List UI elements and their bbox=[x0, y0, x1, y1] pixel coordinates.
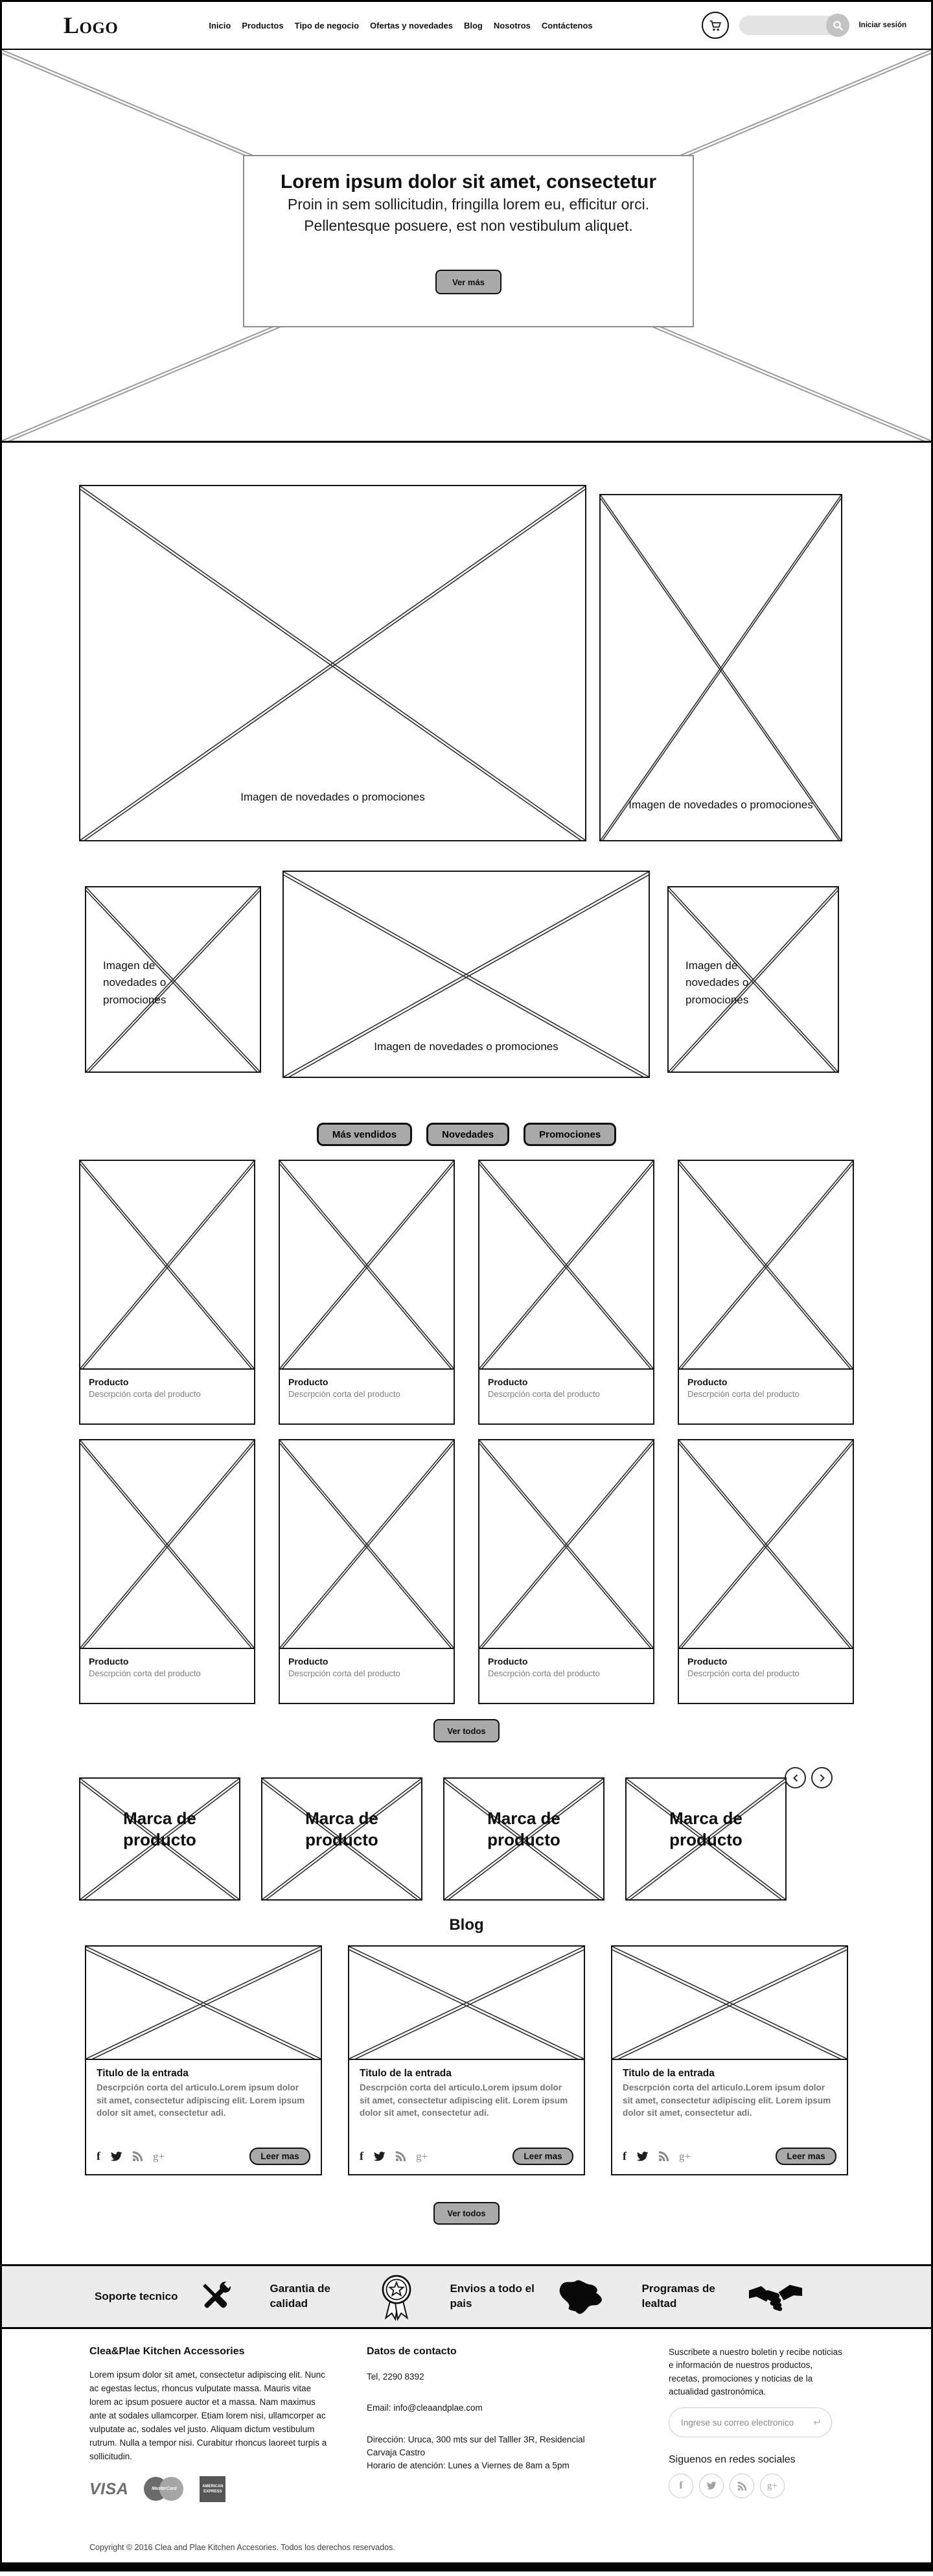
footer-newsletter-column bbox=[669, 2346, 844, 2502]
product-image-placeholder[interactable] bbox=[479, 1161, 653, 1370]
rss-icon[interactable] bbox=[132, 2151, 143, 2162]
blog-share-icons bbox=[623, 2149, 691, 2163]
product-image-placeholder[interactable] bbox=[280, 1161, 454, 1370]
promo-caption: Imagen de novedades o promociones bbox=[103, 959, 167, 1006]
rss-icon[interactable] bbox=[658, 2151, 669, 2162]
payment-methods bbox=[89, 2476, 330, 2502]
service-quality bbox=[270, 2272, 417, 2321]
footer-about-title: Clea&Plae Kitchen Accessories bbox=[89, 2346, 245, 2357]
handshake-icon bbox=[748, 2278, 803, 2315]
footer-about-text: Lorem ipsum dolor sit amet, consectetur adipiscing elit. Nunc ac egestas lectus, rhoncus vulputate massa. Mauris vitae lorem ac ipsum posuere auctor et a massa. Nam maximus ante at sodales ullamcorper. Etiam lorem nisi, ullamcorper ac vulputate ac, sodales vel justo. Aliquam dictum vestibulum rutrum. Nulla a tempor nisi. Curabitur rhoncus laoreet turpis a sollicitudin. bbox=[89, 2370, 327, 2461]
product-info bbox=[80, 1649, 254, 1703]
product-image-placeholder[interactable] bbox=[479, 1440, 653, 1649]
hero-text-box bbox=[243, 155, 694, 327]
promo-image-placeholder-small-right[interactable] bbox=[667, 886, 839, 1073]
blog-grid bbox=[2, 1945, 931, 2175]
nav-item-tipo-de-negocio[interactable]: Tipo de negocio bbox=[294, 20, 360, 30]
service-loyalty bbox=[641, 2278, 803, 2315]
product-card[interactable] bbox=[279, 1439, 455, 1704]
service-label: Soporte tecnico bbox=[95, 2289, 178, 2302]
promo-caption: Imagen de novedades o promociones bbox=[628, 799, 813, 811]
crossed-tools-icon bbox=[194, 2275, 237, 2318]
promo-image-placeholder-small-left[interactable] bbox=[85, 886, 261, 1073]
footer bbox=[2, 2329, 931, 2562]
brand-label: Marca de producto bbox=[305, 1808, 378, 1849]
filter-mas-vendidos[interactable]: Más vendidos bbox=[317, 1123, 412, 1146]
blog-card bbox=[85, 1945, 322, 2175]
social-links bbox=[669, 2474, 844, 2498]
social-title: Siguenos en redes sociales bbox=[669, 2454, 796, 2465]
product-card[interactable] bbox=[279, 1160, 455, 1425]
chevron-right-icon bbox=[818, 1774, 826, 1783]
brand-placeholder[interactable] bbox=[443, 1777, 605, 1901]
hero-cta-button[interactable]: Ver más bbox=[435, 270, 501, 294]
contact-phone: Tel, 2290 8392 bbox=[367, 2372, 424, 2382]
blog-card bbox=[611, 1945, 848, 2175]
facebook-icon[interactable]: f bbox=[97, 2149, 100, 2162]
blog-section-title: Blog bbox=[449, 1916, 484, 1934]
product-name: Producto bbox=[488, 1656, 528, 1667]
blog-entry-description: Descrpción corta del articulo.Lorem ipsum dolor sit amet, consectetur adipiscing elit. Lorem ipsum dolor sit amet, consectetur adi. bbox=[97, 2083, 305, 2118]
service-label: Programas de lealtad bbox=[641, 2282, 715, 2310]
blog-share-icons bbox=[360, 2149, 428, 2163]
rss-icon[interactable] bbox=[395, 2151, 406, 2162]
product-card[interactable] bbox=[79, 1160, 255, 1425]
product-name: Producto bbox=[89, 1656, 129, 1667]
googleplus-icon[interactable]: g+ bbox=[153, 2149, 165, 2162]
product-card[interactable] bbox=[79, 1439, 255, 1704]
contact-email: Email: info@cleaandplae.com bbox=[367, 2403, 483, 2413]
nav-item-productos[interactable]: Productos bbox=[242, 20, 284, 30]
product-card[interactable] bbox=[678, 1439, 854, 1704]
brand-placeholder[interactable] bbox=[625, 1777, 787, 1901]
product-card[interactable] bbox=[478, 1439, 654, 1704]
brands-carousel bbox=[2, 1763, 931, 1901]
product-description: Descrpción corta del producto bbox=[89, 1669, 201, 1678]
twitter-icon bbox=[706, 2481, 717, 2490]
footer-contact-column bbox=[367, 2346, 605, 2502]
blog-card-footer bbox=[97, 2148, 310, 2165]
bottom-bar bbox=[2, 2562, 931, 2571]
product-name: Producto bbox=[288, 1377, 328, 1387]
amex-logo: AMERICAN EXPRESS bbox=[200, 2476, 225, 2502]
product-info bbox=[479, 1649, 653, 1703]
nav-item-ofertas[interactable]: Ofertas y novedades bbox=[370, 20, 453, 30]
facebook-link[interactable]: f bbox=[669, 2474, 693, 2498]
blog-card-footer bbox=[623, 2148, 836, 2165]
product-info bbox=[679, 1649, 853, 1703]
product-name: Producto bbox=[687, 1656, 728, 1667]
googleplus-icon[interactable]: g+ bbox=[416, 2149, 428, 2162]
view-all-blog-button[interactable]: Ver todos bbox=[433, 2202, 500, 2225]
service-label: Envios a todo el pais bbox=[450, 2282, 535, 2310]
product-info bbox=[80, 1370, 254, 1423]
footer-contact-title: Datos de contacto bbox=[367, 2346, 457, 2357]
login-link[interactable]: Iniciar sesión bbox=[858, 21, 906, 29]
product-image-placeholder[interactable] bbox=[679, 1161, 853, 1370]
read-more-button[interactable]: Leer mas bbox=[776, 2148, 836, 2165]
product-name: Producto bbox=[687, 1377, 728, 1387]
product-description: Descrpción corta del producto bbox=[687, 1389, 800, 1399]
costa-rica-map-icon bbox=[556, 2274, 609, 2319]
brand-placeholder[interactable] bbox=[261, 1777, 422, 1901]
nav-item-inicio[interactable]: Inicio bbox=[209, 20, 231, 30]
brand-row bbox=[79, 1777, 854, 1901]
blog-entry-title: Titulo de la entrada bbox=[360, 2068, 452, 2079]
brand-label: Marca de producto bbox=[123, 1808, 196, 1849]
promo-image-placeholder-tall[interactable] bbox=[599, 494, 842, 841]
newsletter-email-input[interactable] bbox=[669, 2408, 831, 2437]
twitter-link[interactable] bbox=[699, 2474, 724, 2498]
nav-item-nosotros[interactable]: Nosotros bbox=[493, 20, 531, 30]
blog-share-icons bbox=[97, 2149, 165, 2163]
newsletter-text: Suscribete a nuestro boletin y recibe noticias e información de nuestros productos, recetas, promociones y noticias de la actualidad gastronómica. bbox=[669, 2347, 842, 2396]
product-info bbox=[280, 1649, 454, 1703]
facebook-icon[interactable]: f bbox=[623, 2149, 627, 2162]
product-description: Descrpción corta del producto bbox=[687, 1669, 800, 1678]
search-icon bbox=[833, 20, 844, 31]
visa-logo: VISA bbox=[89, 2479, 129, 2498]
product-name: Producto bbox=[488, 1377, 528, 1387]
blog-entry-description: Descrpción corta del articulo.Lorem ipsum dolor sit amet, consectetur adipiscing elit. Lorem ipsum dolor sit amet, consectetur adi. bbox=[360, 2083, 568, 2118]
hero-subtitle-line2: Pellentesque posuere, est non vestibulum aliquet. bbox=[304, 217, 633, 235]
googleplus-link[interactable]: g+ bbox=[760, 2474, 785, 2498]
copyright-text: Copyright © 2016 Clea and Plae Kitchen Accesories. Todos los derechos reservados. bbox=[89, 2543, 395, 2552]
blog-entry-title: Titulo de la entrada bbox=[623, 2068, 715, 2079]
product-info bbox=[280, 1370, 454, 1423]
footer-about-column bbox=[89, 2346, 330, 2502]
filter-promociones[interactable]: Promociones bbox=[524, 1123, 616, 1146]
blog-card bbox=[348, 1945, 585, 2175]
blog-image-placeholder[interactable] bbox=[349, 1947, 584, 2060]
product-info bbox=[679, 1370, 853, 1423]
brand-label: Marca de producto bbox=[669, 1808, 743, 1849]
product-description: Descrpción corta del producto bbox=[488, 1669, 600, 1678]
product-image-placeholder[interactable] bbox=[679, 1440, 853, 1649]
product-info bbox=[479, 1370, 653, 1423]
blog-card-footer bbox=[360, 2148, 573, 2165]
cart-icon bbox=[709, 19, 722, 32]
product-description: Descrpción corta del producto bbox=[288, 1669, 400, 1678]
chevron-left-icon bbox=[792, 1774, 800, 1783]
rss-link[interactable] bbox=[730, 2474, 754, 2498]
header bbox=[2, 2, 931, 50]
nav-item-blog[interactable]: Blog bbox=[463, 20, 483, 30]
promo-row-2 bbox=[2, 871, 931, 1078]
cart-button[interactable] bbox=[702, 12, 729, 39]
carousel-controls bbox=[785, 1767, 833, 1788]
mastercard-logo: MasterCard bbox=[144, 2477, 184, 2501]
newsletter-input-wrap bbox=[669, 2407, 832, 2437]
product-card[interactable] bbox=[478, 1160, 654, 1425]
logo[interactable]: Logo bbox=[63, 12, 119, 38]
blog-entry-description: Descrpción corta del articulo.Lorem ipsum dolor sit amet, consectetur adipiscing elit. Lorem ipsum dolor sit amet, consectetur adi. bbox=[623, 2083, 831, 2118]
promo-row-1 bbox=[2, 485, 931, 841]
main-nav bbox=[209, 21, 592, 30]
header-right bbox=[702, 12, 906, 39]
product-image-placeholder[interactable] bbox=[80, 1440, 254, 1649]
product-description: Descrpción corta del producto bbox=[488, 1389, 600, 1399]
product-description: Descrpción corta del producto bbox=[89, 1389, 201, 1399]
carousel-next-button[interactable] bbox=[811, 1767, 833, 1788]
brand-label: Marca de producto bbox=[487, 1808, 560, 1849]
search-bar bbox=[739, 16, 848, 35]
product-grid-row-2 bbox=[2, 1439, 931, 1704]
blog-card-body bbox=[612, 2060, 847, 2174]
googleplus-icon[interactable]: g+ bbox=[679, 2149, 691, 2162]
carousel-prev-button[interactable] bbox=[785, 1767, 806, 1788]
read-more-button[interactable]: Leer mas bbox=[249, 2148, 310, 2165]
services-band bbox=[2, 2264, 931, 2329]
rss-icon bbox=[737, 2481, 747, 2491]
service-shipping bbox=[450, 2274, 609, 2319]
blog-entry-title: Titulo de la entrada bbox=[97, 2068, 189, 2079]
hero-subtitle-line1: Proin in sem sollicitudin, fringilla lorem eu, efficitur orci. bbox=[287, 196, 650, 213]
promo-caption: Imagen de novedades o promociones bbox=[374, 1040, 559, 1053]
product-image-placeholder[interactable] bbox=[280, 1440, 454, 1649]
facebook-icon[interactable]: f bbox=[360, 2149, 363, 2162]
product-description: Descrpción corta del producto bbox=[288, 1389, 400, 1399]
product-card[interactable] bbox=[678, 1160, 854, 1425]
blog-card-body bbox=[349, 2060, 584, 2174]
nav-item-contactenos[interactable]: Contáctenos bbox=[541, 20, 593, 30]
read-more-button[interactable]: Leer mas bbox=[513, 2148, 573, 2165]
promo-image-placeholder-wide[interactable] bbox=[282, 871, 650, 1078]
product-image-placeholder[interactable] bbox=[80, 1161, 254, 1370]
award-ribbon-icon bbox=[376, 2272, 417, 2321]
blog-card-body bbox=[86, 2060, 321, 2174]
filter-novedades[interactable]: Novedades bbox=[426, 1123, 509, 1146]
view-all-products-button[interactable]: Ver todos bbox=[433, 1719, 500, 1742]
contact-address: Dirección: Uruca, 300 mts sur del Talller 3R, Residencial Carvaja Castro bbox=[367, 2434, 585, 2457]
service-support bbox=[95, 2275, 237, 2318]
hero-banner-placeholder[interactable] bbox=[2, 50, 931, 443]
twitter-icon[interactable] bbox=[636, 2151, 649, 2162]
product-grid-row-1 bbox=[2, 1160, 931, 1425]
enter-icon[interactable]: ↵ bbox=[813, 2417, 822, 2428]
promo-caption: Imagen de novedades o promociones bbox=[240, 791, 425, 803]
brand-placeholder[interactable] bbox=[79, 1777, 240, 1901]
hero-title: Lorem ipsum dolor sit amet, consectetur bbox=[280, 171, 657, 193]
promo-image-placeholder-large[interactable] bbox=[79, 485, 586, 841]
product-name: Producto bbox=[288, 1656, 328, 1667]
contact-hours: Horario de atención: Lunes a Viernes de 8am a 5pm bbox=[367, 2461, 570, 2470]
promo-caption: Imagen de novedades o promociones bbox=[685, 959, 749, 1006]
twitter-icon[interactable] bbox=[373, 2151, 386, 2162]
blog-image-placeholder[interactable] bbox=[612, 1947, 847, 2060]
blog-image-placeholder[interactable] bbox=[86, 1947, 321, 2060]
product-filters bbox=[2, 1123, 931, 1146]
twitter-icon[interactable] bbox=[110, 2151, 122, 2162]
product-name: Producto bbox=[89, 1377, 129, 1387]
service-label: Garantia de calidad bbox=[270, 2282, 331, 2310]
